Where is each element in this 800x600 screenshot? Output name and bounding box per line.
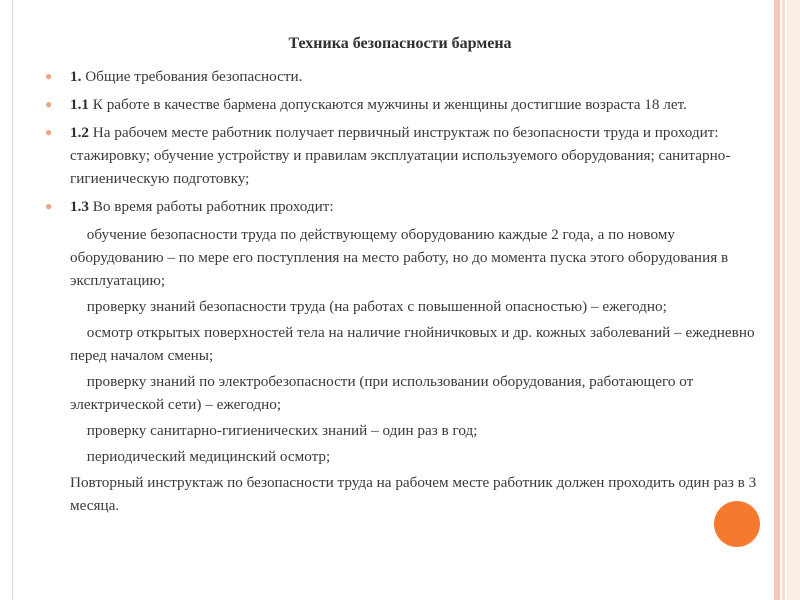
item-number: 1. [70, 68, 82, 85]
slide-content [45, 65, 770, 520]
sub-item [70, 295, 770, 318]
decor-stripe [787, 0, 800, 600]
sub-item-text: проверку знаний по электробезопасности (при использовании оборудования, работающего от электрической сети) – ежегодно; [70, 373, 694, 413]
sub-item [70, 223, 770, 292]
item-text: Во время работы работник проходит: [88, 198, 334, 215]
item-number: 1.2 [70, 124, 89, 141]
list-item [45, 93, 770, 116]
list-item [45, 65, 770, 88]
bullet-icon: ● [45, 69, 53, 83]
item-text: Общие требования безопасности. [81, 68, 303, 85]
item-number: 1.3 [70, 198, 89, 215]
bullet-icon: ● [45, 199, 53, 213]
sub-item [70, 321, 770, 367]
item-text: На рабочем месте работник получает первичный инструктаж по безопасности труда и проходит: стажировку; обучение устройству и правилам эксплуатации используемого оборудования; санитарно-гигиеническую подготовку; [70, 124, 731, 187]
bullet-icon: ● [45, 125, 53, 139]
decor-stripe [782, 0, 785, 600]
sub-item-text: осмотр открытых поверхностей тела на наличие гнойничковых и др. кожных заболеваний – ежедневно перед началом смены; [70, 324, 755, 364]
sub-item-text: проверку санитарно-гигиенических знаний – один раз в год; [86, 422, 478, 439]
list-item [45, 195, 770, 218]
sub-item [70, 370, 770, 416]
sub-item-text: периодический медицинский осмотр; [86, 448, 331, 465]
item-text: К работе в качестве бармена допускаются мужчины и женщины достигшие возраста 18 лет. [88, 96, 687, 113]
list-item [45, 121, 770, 190]
item-number: 1.1 [70, 96, 89, 113]
footer-paragraph: Повторный инструктаж по безопасности труда на рабочем месте работник должен проходить один раз в 3 месяца. [70, 474, 757, 514]
sub-item [70, 419, 770, 442]
decor-stripe [774, 0, 780, 600]
sub-item-text: проверку знаний безопасности труда (на работах с повышенной опасностью) – ежегодно; [86, 298, 667, 315]
slide-title: Техника безопасности бармена [288, 35, 512, 52]
sub-item [70, 445, 770, 468]
sub-item-text: обучение безопасности труда по действующему оборудованию каждые 2 года, а по новому оборудованию – по мере его поступления на место работу, но до момента пуска этого оборудования в эксплуатацию; [70, 226, 729, 289]
bullet-icon: ● [45, 97, 53, 111]
